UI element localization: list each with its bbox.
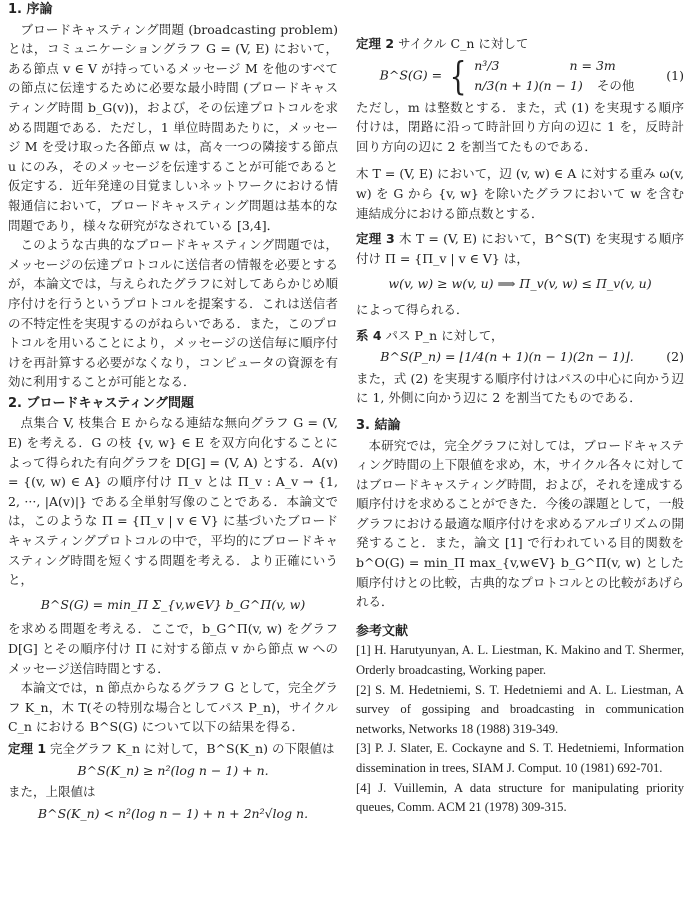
section-2-paragraph-3: 本論文では，n 節点からなるグラフ G として，完全グラフ K_n，木 T(その特別な場合としてパス P_n)，サイクル C_n における B^S(G) について以下の結果を得る． [8, 680, 338, 735]
case-2: n/3(n + 1)(n − 1) その他 [474, 77, 635, 93]
theorem-1-lower-bound: B^S(K_n) ≥ n²(log n − 1) + n. [77, 762, 269, 778]
corollary-4 [356, 326, 684, 346]
theorem-2-cases [474, 56, 634, 96]
theorem-3-equation: w(v, w) ≥ w(v, u) ⟹ Π_v(v, w) ≤ Π_v(v, u) [388, 276, 652, 292]
theorem-1-middle: また，上限値は [8, 784, 96, 800]
left-column [8, 0, 338, 825]
corollary-4-text: パス P_n に対して， [385, 327, 504, 343]
equation-number-1: (1) [666, 67, 684, 83]
theorem-1-text: 完全グラフ K_n に対して，B^S(K_n) の下限値は [50, 740, 335, 756]
theorem-2-label: 定理 2 [356, 36, 395, 51]
reference-2: [2] S. M. Hedetniemi, S. T. Hedetniemi and A. L. Liestman, A survey of gossiping and broadcasting in communication networks, Networks 18 (1988) 319-349. [356, 682, 684, 736]
right-column [356, 0, 684, 818]
section-3-heading: 3. 結論 [356, 417, 401, 433]
left-brace: { [449, 53, 467, 98]
section-1-paragraph-1: ブロードキャスティング問題 (broadcasting problem) とは，コミュニケーショングラフ G = (V, E) において，ある節点 v ∈ V が持っているメッセージ M を他のすべての節点に伝達するために必要な最小時間 (ブロードキャスティング時間 b_G(v))，および，その伝達プロトコルを求める問題である．ただし，1 単位時間あたりに，メッセージ M を受け取った各節点 w は，高々一つの隣接する節点 u にのみ，そのメッセージを伝達することが可能であると仮定する．近年発達の目覚ましいネットワークにおける情報通信において，ブロードキャスティング問題は基本的な問題であり，様々な研究がなされている [3,4]． [8, 21, 338, 233]
section-2-paragraph-1: 点集合 V, 枝集合 E からなる連結な無向グラフ G = (V, E) を考える．G の枝 {v, w} ∈ E を双方向化することによって得られた有向グラフを D[G] = (V, A) とする．A(v) = {(v, w) ∈ A} の順序付け Π_v とは Π_v : A_v → {1, 2, ···, |A(v)|} である全単射写像のことである．本論文では，このような Π = {Π_v | v ∈ V} に基づいたブロードキャスティングプロトコルの中で，平均的にブロードキャスティング時間を短くする問題を考える．より正確にいうと， [8, 415, 338, 588]
theorem-3-label: 定理 3 [356, 231, 395, 247]
reference-3: [3] P. J. Slater, E. Cockayne and S. T. Hedetniemi, Information dissemination in trees, SIAM J. Comput. 10 (1981) 692-701. [356, 741, 684, 775]
section-1-heading: 1. 序論 [8, 2, 53, 17]
equation-number-2: (2) [666, 349, 684, 365]
reference-4: [4] J. Vuillemin, A data structure for manipulating priority queues, Comm. ACM 21 (1978) 309-315. [356, 780, 684, 815]
case-1: n³/3 n = 3m [474, 57, 616, 73]
references-heading: 参考文献 [356, 623, 409, 639]
section-2-heading: 2. ブロードキャスティング問題 [8, 395, 194, 411]
theorem-3-after: によって得られる． [356, 301, 469, 317]
section-1-paragraph-2: このような古典的なブロードキャスティング問題では，メッセージの伝達プロトコルに送信者の情報を必要とするが，本論文では，与えられたグラフに対してあらかじめ順序付けを行うというプロトコルを提案する．これは送信者の不特定性を実現するのがねらいである．また，このプロトコルを用いることにより，メッセージの送信毎に順序付けを再計算する必要がなくなり，コンピュータの資源を有効に利用することが可能となる． [8, 237, 338, 390]
theorem-1 [8, 739, 338, 759]
theorem-1-label: 定理 1 [8, 740, 47, 756]
corollary-4-equation: B^S(P_n) = ⌊1/4(n + 1)(n − 1)(2n − 1)⌋. [380, 349, 634, 365]
theorem-2-lhs: B^S(G) = [379, 67, 443, 83]
theorem-2-text: サイクル C_n に対して [398, 36, 529, 51]
corollary-4-label: 系 4 [356, 327, 382, 343]
theorem-2-equation [356, 53, 684, 98]
theorem-3 [356, 229, 684, 268]
section-3-paragraph: 本研究では，完全グラフに対しては，ブロードキャスティング時間の上下限値を求め，木，サイクル各々に対してはブロードキャスティング時間，および，それを達成する順序付けを求めることができた．今後の課題として，一般グラフにおける最適な順序付けを求めるアルゴリズムの開発すること．また，論文 [1] で行われている目的関数を b^O(G) = min_Π max_{v,w∈V} b_G^Π(v, w) とした順序付けとの比較，古典的なプロトコルとの比較があげられる． [356, 437, 684, 610]
corollary-4-equation-row [356, 347, 684, 367]
tree-definition: 木 T = (V, E) において，辺 (v, w) ∈ A に対する重み ω(v, w) を G から {v, w} を除いたグラフにおいて w を含む連結成分における節点数とする． [356, 166, 684, 221]
theorem-2 [356, 34, 684, 54]
theorem-2-remark: ただし，m は整数とする．また，式 (1) を実現する順序付けは，閉路に沿って時計回り方向の辺に 1 を，反時計回り方向の辺に 2 を割当てたものである． [356, 99, 684, 154]
theorem-1-upper-bound: B^S(K_n) < n²(log n − 1) + n + 2n²√log n. [37, 805, 309, 821]
theorem-3-text: 木 T = (V, E) において，B^S(T) を実現する順序付け Π = {Π_v | v ∈ V} は， [356, 231, 684, 266]
main-equation: B^S(G) = min_Π Σ_{v,w∈V} b_G^Π(v, w) [40, 596, 306, 612]
section-2-paragraph-2: を求める問題を考える．ここで，b_G^Π(v, w) をグラフ D[G] とその順序付け Π に対する節点 v から節点 w へのメッセージ送信時間とする． [8, 621, 338, 676]
corollary-4-remark: また，式 (2) を実現する順序付けはパスの中心に向かう辺に 1, 外側に向かう辺に 2 を割当てたものである． [356, 370, 684, 406]
reference-1: [1] H. Harutyunyan, A. L. Liestman, K. Makino and T. Shermer, Orderly broadcasting, Working paper. [356, 643, 684, 678]
